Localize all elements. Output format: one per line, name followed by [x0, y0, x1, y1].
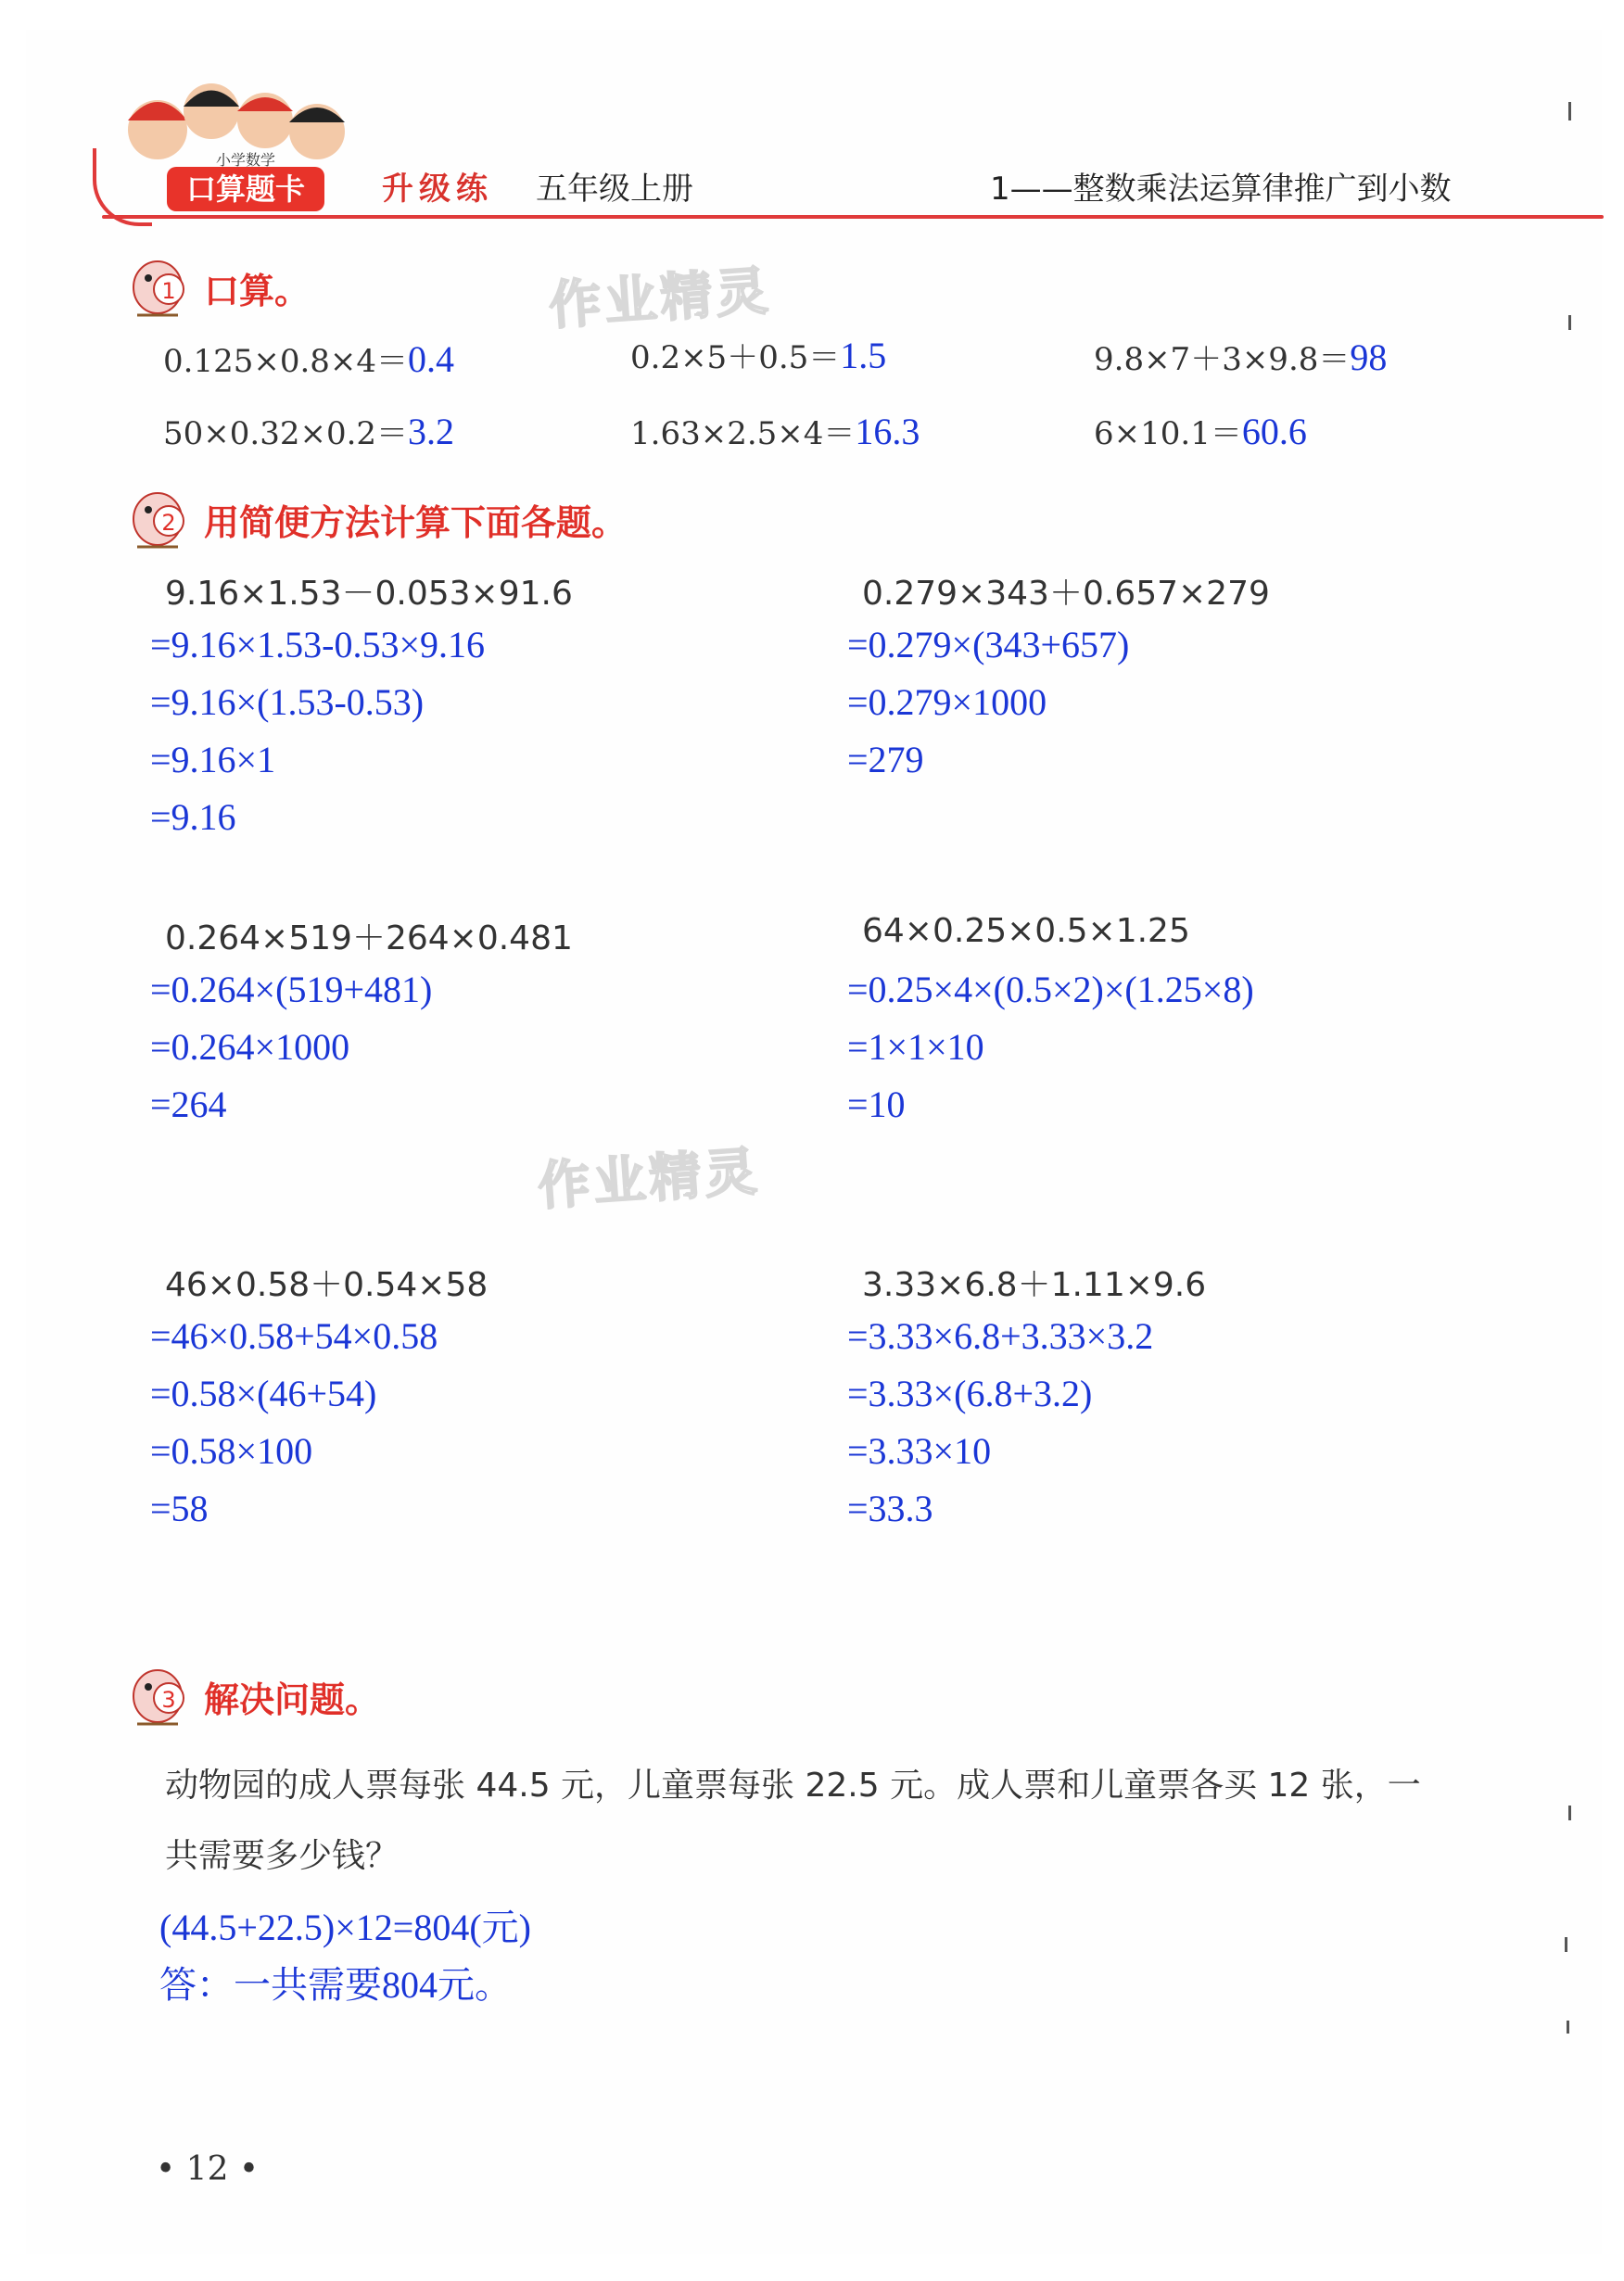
section3-number: 3 [161, 1687, 176, 1713]
oral-item-6: 6×10.1＝60.6 [1094, 411, 1307, 452]
section3-title: 解决问题。 [204, 1679, 381, 1720]
oral-answer-6: 60.6 [1241, 411, 1307, 452]
oral-item-4: 50×0.32×0.2＝3.2 [163, 411, 455, 452]
bird-icon [121, 250, 195, 324]
watermark-2: 作业精灵 [536, 1141, 763, 1218]
oral-item-2: 0.2×5＋0.5＝1.5 [630, 335, 887, 376]
oral-item-1: 0.125×0.8×4＝0.4 [163, 338, 455, 380]
word-problem-answer-1: (44.5+22.5)×12=804(元) [159, 1907, 531, 1948]
problem-5-question: 46×0.58＋0.54×58 [165, 1266, 488, 1304]
scan-mark [1568, 315, 1571, 330]
oral-answer-1: 0.4 [408, 338, 455, 380]
section2-title: 用简便方法计算下面各题。 [204, 501, 628, 543]
word-problem-answer-2: 答：一共需要804元。 [159, 1964, 512, 2006]
section1-number: 1 [161, 278, 176, 304]
level-tag: 升级练 [382, 171, 493, 208]
problem-5-step-4: =58 [150, 1488, 209, 1529]
grade-label: 五年级上册 [536, 171, 693, 208]
problem-1-step-1: =9.16×1.53-0.53×9.16 [150, 624, 485, 665]
section2-header [121, 482, 627, 556]
scan-mark [1568, 1806, 1571, 1820]
problem-3-question: 0.264×519＋264×0.481 [165, 919, 573, 957]
problem-2-step-3: =279 [847, 739, 924, 780]
unit-title: 1——整数乘法运算律推广到小数 [990, 171, 1452, 208]
section1-title: 口算。 [204, 270, 311, 311]
oral-answer-2: 1.5 [840, 335, 887, 376]
oral-answer-4: 3.2 [408, 411, 455, 452]
oral-answer-5: 16.3 [855, 411, 920, 452]
problem-6-step-4: =33.3 [847, 1488, 933, 1529]
problem-6-question: 3.33×6.8＋1.11×9.6 [862, 1266, 1207, 1304]
problem-6-step-2: =3.33×(6.8+3.2) [847, 1373, 1093, 1414]
oral-item-3: 9.8×7＋3×9.8＝98 [1094, 336, 1388, 378]
scan-mark [1567, 2021, 1569, 2034]
problem-5-step-2: =0.58×(46+54) [150, 1373, 377, 1414]
word-problem-line-2: 共需要多少钱？ [165, 1837, 400, 1875]
word-problem-line-1: 动物园的成人票每张 44.5 元，儿童票每张 22.5 元。成人票和儿童票各买 12 张，一 [165, 1767, 1421, 1805]
scan-mark [1568, 102, 1571, 120]
problem-6-step-3: =3.33×10 [847, 1430, 992, 1472]
oral-item-5: 1.63×2.5×4＝16.3 [630, 411, 920, 452]
problem-2-step-2: =0.279×1000 [847, 681, 1047, 723]
bird-icon [121, 482, 195, 556]
problem-1-step-3: =9.16×1 [150, 739, 276, 780]
logo-small-text: 小学数学 [215, 151, 276, 169]
header-rule [102, 215, 1604, 219]
problem-3-step-1: =0.264×(519+481) [150, 969, 433, 1010]
problem-4-question: 64×0.25×0.5×1.25 [862, 912, 1190, 950]
problem-2-question: 0.279×343＋0.657×279 [862, 575, 1270, 613]
problem-1-step-4: =9.16 [150, 796, 236, 838]
section1-header [121, 250, 310, 324]
problem-5-step-1: =46×0.58+54×0.58 [150, 1315, 438, 1357]
problem-3-step-2: =0.264×1000 [150, 1026, 350, 1068]
problem-5-step-3: =0.58×100 [150, 1430, 313, 1472]
section2-number: 2 [161, 510, 176, 536]
problem-4-step-1: =0.25×4×(0.5×2)×(1.25×8) [847, 969, 1254, 1010]
logo-main-text: 口算题卡 [185, 171, 306, 207]
watermark-1: 作业精灵 [547, 260, 774, 337]
scan-mark [1565, 1937, 1567, 1952]
problem-6-step-1: =3.33×6.8+3.33×3.2 [847, 1315, 1154, 1357]
bird-icon [121, 1659, 195, 1733]
problem-4-step-3: =10 [847, 1083, 906, 1125]
problem-2-step-1: =0.279×(343+657) [847, 624, 1130, 665]
oral-answer-3: 98 [1350, 336, 1388, 378]
page-number: • 12 • [156, 2150, 260, 2188]
problem-4-step-2: =1×1×10 [847, 1026, 984, 1068]
problem-3-step-3: =264 [150, 1083, 227, 1125]
problem-1-step-2: =9.16×(1.53-0.53) [150, 681, 425, 723]
problem-1-question: 9.16×1.53－0.053×91.6 [165, 575, 573, 613]
section3-header [121, 1659, 380, 1733]
